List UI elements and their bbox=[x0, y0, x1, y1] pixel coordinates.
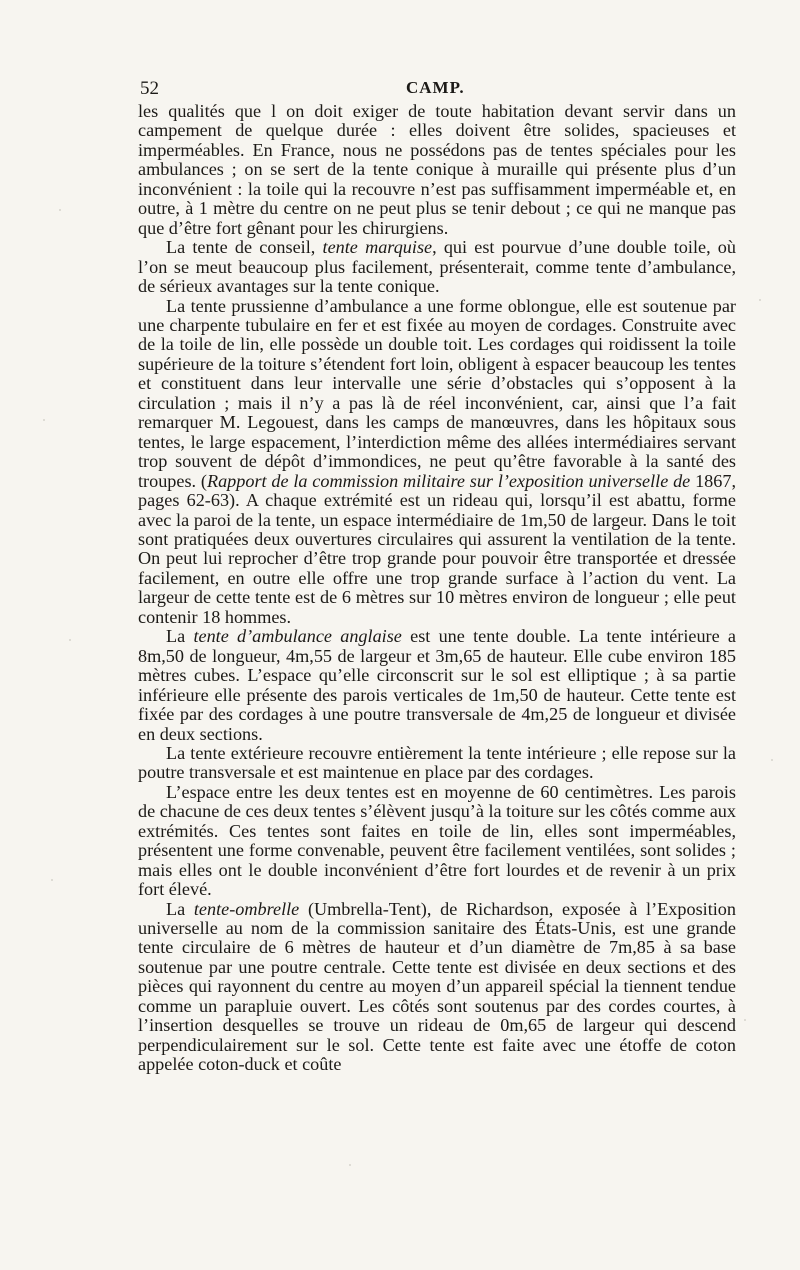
text-run: La bbox=[166, 898, 194, 919]
paragraph bbox=[138, 744, 736, 783]
text-run: les qualités que l on doit exiger de toute habitation devant servir dans un campement de quelque durée : elles doivent être solides, spacieuses et imperméables. En France, nous ne possédons pas de tentes spéciales pour les ambulances ; on se sert de la tente conique à muraille qui présente plus d’un inconvénient : la toile qui la recouvre n’est pas suffisamment imperméable et, en outre, à 1 mètre du centre on ne peut plus se tenir debout ; ce qui ne manque pas que d’être fort gênant pour les chirurgiens. bbox=[138, 101, 736, 238]
paragraph bbox=[138, 783, 736, 900]
italic-text: tente-ombrelle bbox=[193, 898, 300, 919]
paragraph bbox=[138, 627, 736, 744]
text-run: (Umbrella-Tent), de Richardson, exposée à l’Exposition universelle au nom de la commission sanitaire des États-Unis, est une grande tente circulaire de 6 mètres de hauteur et d’un diamètre de 7m,85 à sa base soutenue par une poutre centrale. Cette tente est divisée en deux sections et des pièces qui rayonnent du centre au moyen d’un appareil spécial la tiennent tendue comme un parapluie ouvert. Les côtés sont soutenus par des cordes courtes, à l’insertion desquelles se trouve un rideau de 0m,65 de largeur qui descend perpendiculairement sur le sol. Cette tente est faite avec une étoffe de coton appelée coton-duck et coûte bbox=[138, 898, 736, 1075]
text-run: est une tente double. La tente intérieure a 8m,50 de longueur, 4m,55 de largeur et 3m,65 de hauteur. Elle cube environ 185 mètres cubes. L’espace qu’elle circonscrit sur le sol est elliptique ; à sa partie inférieure elle présente des parois verticales de 1m,50 de hauteur. Cette tente est fixée par des cordages à une poutre transversale de 4m,25 de longueur et divisée en deux sections. bbox=[138, 626, 736, 744]
text-run: La tente prussienne d’ambulance a une forme oblongue, elle est soutenue par une charpente tubulaire en fer et est fixée au moyen de cordages. Construite avec de la toile de lin, elle possède un double toit. Les cordages qui roidissent la toile supérieure de la toiture s’étendent fort loin, obligent à espacer beaucoup les tentes et constituent dans leur intervalle une série d’obstacles qui s’opposent à la circulation ; mais il n’y a pas là de réel inconvénient, car, ainsi que l’a fait remarquer M. Legouest, dans les camps de manœuvres, dans les hôpitaux sous tentes, le large espacement, l’interdiction même des allées intermédiaires servant trop souvent de dépôt d’immondices, ne peut qu’être favorable à la santé des troupes. ( bbox=[138, 295, 736, 491]
text-run: La bbox=[166, 626, 194, 647]
italic-text: Rapport de la commission militaire sur l’exposition universelle de bbox=[206, 470, 691, 491]
text-run: La tente extérieure recouvre entièrement la tente intérieure ; elle repose sur la poutre transversale et est maintenue en place par des cordages. bbox=[138, 742, 736, 783]
italic-text: tente d’ambulance anglaise bbox=[193, 626, 402, 647]
paragraph bbox=[138, 900, 736, 1075]
italic-text: tente marquise bbox=[322, 237, 433, 258]
paragraph bbox=[138, 102, 736, 238]
paragraph bbox=[138, 238, 736, 296]
text-run: L’espace entre les deux tentes est en moyenne de 60 centimètres. Les parois de chacune de ces deux tentes s’élèvent jusqu’à la toiture sur les côtés comme aux extrémités. Ces tentes sont faites en toile de lin, elles sont imperméables, présentent une forme convenable, peuvent être facilement ventilées, sont solides ; mais elles ont le double inconvénient d’être fort lourdes et de revenir à un prix fort élevé. bbox=[138, 781, 736, 900]
text-run: 1867, pages 62-63). A chaque extrémité est un rideau qui, lorsqu’il est abattu, forme avec la paroi de la tente, un espace intermédiaire de 1m,50 de largeur. Dans le toit sont pratiquées deux ouvertures circulaires qui assurent la ventilation de la tente. On peut lui reprocher d’être trop grande pour pouvoir être transportée et dressée facilement, en outre elle offre une trop grande surface à l’action du vent. La largeur de cette tente est de 6 mètres sur 10 mètres environ de longueur ; elle peut contenir 18 hommes. bbox=[138, 470, 736, 627]
running-head: CAMP. bbox=[406, 78, 465, 97]
page-number: 52 bbox=[140, 78, 159, 99]
paragraph bbox=[138, 297, 736, 628]
text-run: , qui est pourvue d’une double toile, où l’on se meut beaucoup plus facilement, présenterait, comme tente d’ambulance, de sérieux avantages sur la tente conique. bbox=[138, 237, 736, 297]
text-run: La tente de conseil, bbox=[166, 237, 323, 258]
body-text bbox=[138, 102, 736, 1075]
